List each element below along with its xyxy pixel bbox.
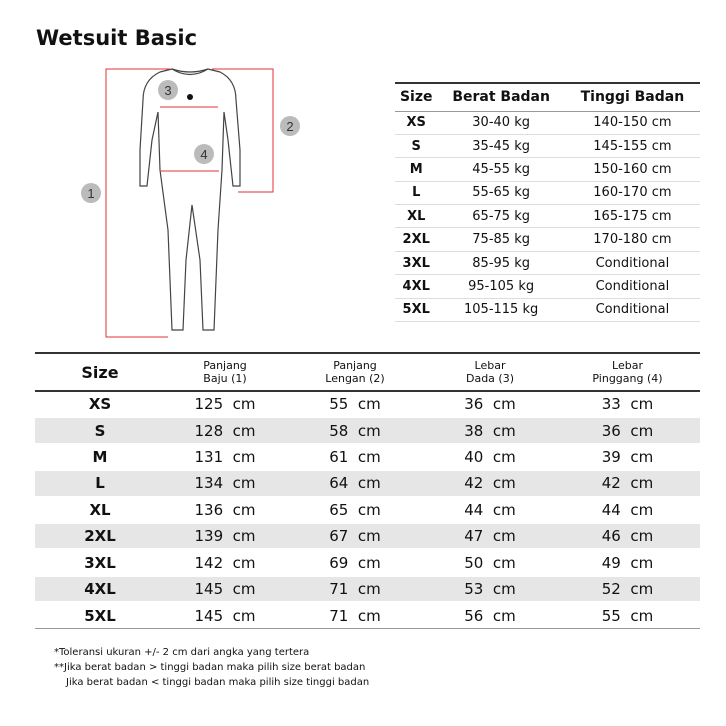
table-cell: 71 cm [285,576,425,602]
table-cell: 160-170 cm [565,181,700,204]
table-cell: 75-85 kg [437,228,564,251]
table-cell: 67 cm [285,523,425,549]
table-cell: 125 cm [165,391,285,417]
table-cell: L [395,181,437,204]
marker-3-label: 3 [164,83,172,98]
col-header: Tinggi Badan [565,83,700,111]
table-row [395,275,700,298]
table-cell: 142 cm [165,549,285,575]
col-header-line: Lebar [474,359,506,372]
note: Jika berat badan < tinggi badan maka pilih size tinggi badan [66,677,370,688]
table-row [395,298,700,321]
table-cell: 61 cm [285,444,425,470]
table-cell: 55 cm [285,391,425,417]
table-cell: 35-45 kg [437,134,564,157]
table-cell: 46 cm [555,523,700,549]
table-cell: 3XL [395,251,437,274]
note: *Toleransi ukuran +/- 2 cm dari angka yang tertera [54,647,310,658]
table-cell: 4XL [35,576,165,602]
table-cell: 36 cm [555,417,700,443]
table-row [395,181,700,204]
table-cell: Conditional [565,251,700,274]
table-cell: 49 cm [555,549,700,575]
table-cell: 44 cm [555,497,700,523]
table-cell: 134 cm [165,470,285,496]
table-cell: 139 cm [165,523,285,549]
table-cell: 145 cm [165,576,285,602]
table-cell: 55 cm [555,602,700,628]
table-cell: 71 cm [285,602,425,628]
col-header [35,353,165,391]
table-cell: S [395,134,437,157]
table-cell: 145-155 cm [565,134,700,157]
col-header-line: Baju (1) [203,372,247,385]
table-cell: 140-150 cm [565,111,700,134]
col-header: Size [395,83,437,111]
col-header [165,353,285,391]
table-cell: 36 cm [425,391,555,417]
table-cell: Conditional [565,298,700,321]
table-cell: XL [35,497,165,523]
page-title: Wetsuit Basic [36,26,198,50]
weight-height-table [395,82,700,322]
table-cell: 5XL [395,298,437,321]
table-cell: 85-95 kg [437,251,564,274]
table-cell: 56 cm [425,602,555,628]
table-cell: 4XL [395,275,437,298]
col-header-line: Panjang [203,359,247,372]
table-cell: 150-160 cm [565,158,700,181]
table-cell: M [35,444,165,470]
col-header-line: Lebar [612,359,643,372]
table-cell: 131 cm [165,444,285,470]
measurement-table [35,352,700,629]
wetsuit-diagram [87,55,315,340]
table-row [35,417,700,443]
col-header: Berat Badan [437,83,564,111]
table-cell: 39 cm [555,444,700,470]
table-row [395,205,700,228]
table-row [395,134,700,157]
table-cell: 40 cm [425,444,555,470]
table-row [35,470,700,496]
table-cell: 64 cm [285,470,425,496]
table-cell: 65-75 kg [437,205,564,228]
table-cell: L [35,470,165,496]
table-cell: 2XL [35,523,165,549]
col-header-line: Dada (3) [465,372,514,385]
table-cell: 33 cm [555,391,700,417]
table-cell: 44 cm [425,497,555,523]
col-header-line: Lengan (2) [325,372,385,385]
table-row [395,111,700,134]
table-cell: 52 cm [555,576,700,602]
table-cell: 170-180 cm [565,228,700,251]
table-row [395,251,700,274]
table-cell: 145 cm [165,602,285,628]
col-header-line: Size [81,362,119,382]
table-cell: 2XL [395,228,437,251]
table-cell: M [395,158,437,181]
table-cell: 42 cm [425,470,555,496]
table-row [35,497,700,523]
table-row [35,523,700,549]
table-cell: S [35,417,165,443]
marker-4-label: 4 [200,147,208,162]
table-cell: Conditional [565,275,700,298]
marker-1-label: 1 [87,186,95,201]
col-header-line: Panjang [333,359,377,372]
table-cell: 30-40 kg [437,111,564,134]
table-row [35,549,700,575]
table-row [35,602,700,628]
table-cell: 42 cm [555,470,700,496]
table-cell: 45-55 kg [437,158,564,181]
table-cell: 38 cm [425,417,555,443]
table-cell: 136 cm [165,497,285,523]
col-header-line: Pinggang (4) [592,372,663,385]
table-cell: 3XL [35,549,165,575]
table-cell: XS [395,111,437,134]
table-row [35,391,700,417]
table-row [35,576,700,602]
footnotes [54,645,369,690]
table-cell: XL [395,205,437,228]
table-row [35,444,700,470]
table-cell: 65 cm [285,497,425,523]
table-cell: 5XL [35,602,165,628]
table-row [395,228,700,251]
table-cell: 58 cm [285,417,425,443]
col-header [285,353,425,391]
table-cell: 165-175 cm [565,205,700,228]
brand-logo-icon [187,94,193,100]
table-cell: 95-105 kg [437,275,564,298]
note: **Jika berat badan > tinggi badan maka pilih size berat badan [54,662,366,673]
col-header [555,353,700,391]
table-row [395,158,700,181]
table-cell: 50 cm [425,549,555,575]
table-cell: XS [35,391,165,417]
col-header [425,353,555,391]
marker-2-label: 2 [286,119,294,134]
table-cell: 69 cm [285,549,425,575]
table-cell: 55-65 kg [437,181,564,204]
table-cell: 53 cm [425,576,555,602]
table-cell: 105-115 kg [437,298,564,321]
table-cell: 128 cm [165,417,285,443]
table-cell: 47 cm [425,523,555,549]
